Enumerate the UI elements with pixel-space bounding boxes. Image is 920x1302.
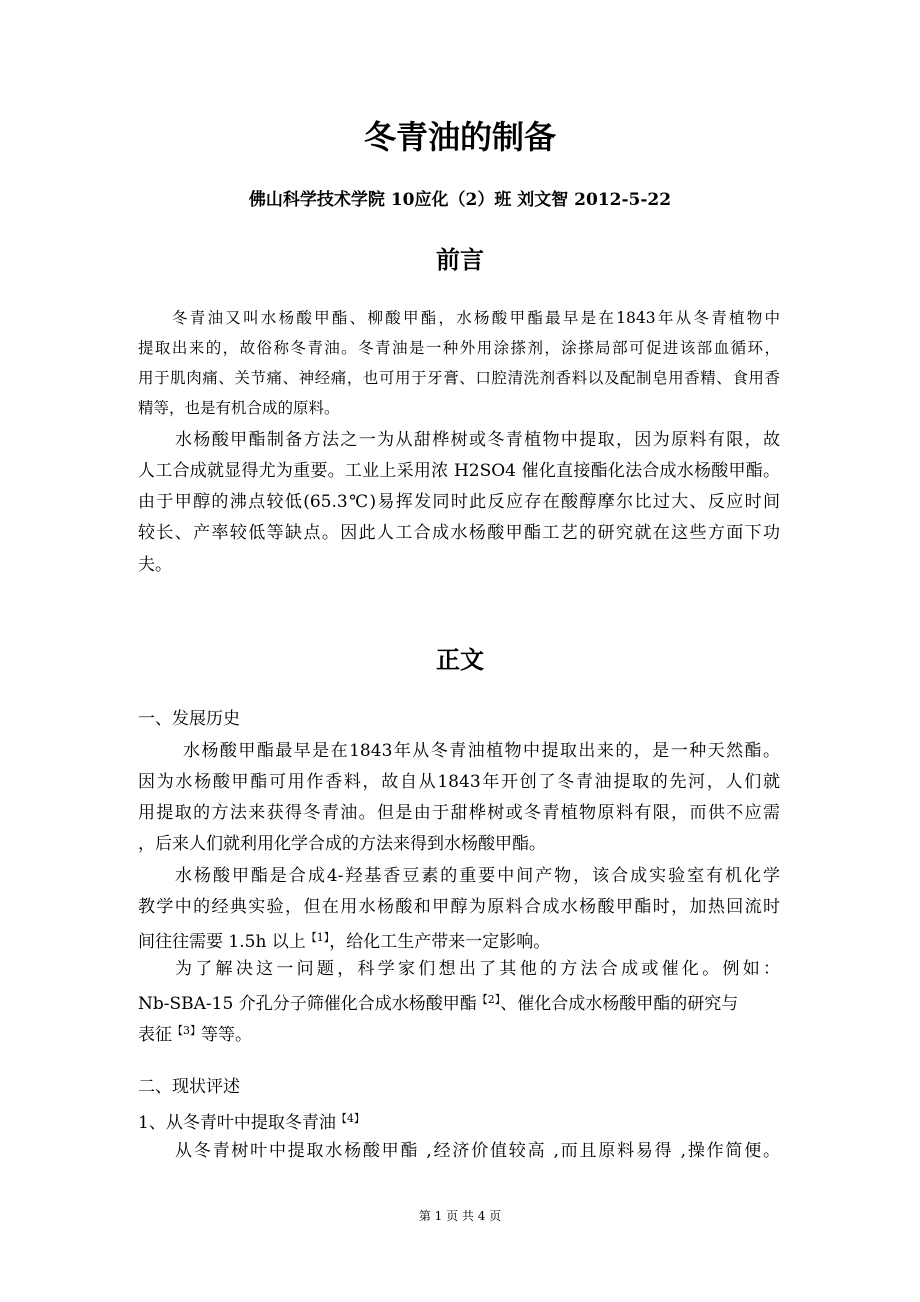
paragraph-line bbox=[138, 1020, 780, 1046]
paragraph-line: 由于甲醇的沸点较低(65.3℃)易挥发同时此反应存在酸醇摩尔比过大、反应时间 bbox=[138, 492, 780, 512]
paragraph-line: 人工合成就显得尤为重要。工业上采用浓 H2SO4 催化直接酯化法合成水杨酸甲酯。 bbox=[138, 461, 780, 481]
paragraph-line: 用提取的方法来获得冬青油。但是由于甜桦树或冬青植物原料有限，而供不应需 bbox=[138, 803, 780, 823]
text: 1、从冬青叶中提取冬青油 bbox=[138, 1113, 336, 1133]
citation-3: 【3】 bbox=[172, 1024, 201, 1037]
page-footer: 第 1 页 共 4 页 bbox=[418, 1209, 502, 1223]
section-heading: 二、现状评述 bbox=[138, 1077, 240, 1097]
paragraph-line bbox=[138, 989, 780, 1015]
text: Nb-SBA-15 介孔分子筛催化合成水杨酸甲酯 bbox=[138, 994, 477, 1014]
paragraph-line: 水杨酸甲酯是合成4-羟基香豆素的重要中间产物，该合成实验室有机化学 bbox=[175, 866, 780, 886]
paragraph-line: 提取出来的，故俗称冬青油。冬青油是一种外用涂搽剂，涂搽局部可促进该部血循环， bbox=[138, 339, 780, 357]
text: 等等。 bbox=[201, 1025, 252, 1045]
subsection-heading bbox=[138, 1108, 780, 1134]
section-heading: 一、发展历史 bbox=[138, 709, 240, 729]
paragraph-line: 用于肌肉痛、关节痛、神经痛，也可用于牙膏、口腔清洗剂香料以及配制皂用香精、食用香 bbox=[138, 369, 780, 387]
author-byline: 佛山科学技术学院 10应化（2）班 刘文智 2012-5-22 bbox=[248, 190, 672, 210]
document-title: 冬青油的制备 bbox=[363, 118, 556, 156]
citation-4: 【4】 bbox=[335, 1112, 365, 1125]
text: 表征 bbox=[138, 1025, 172, 1045]
paragraph-line: 因为水杨酸甲酯可用作香料，故自从1843年开创了冬青油提取的先河，人们就 bbox=[138, 772, 780, 792]
paragraph-line: 为了解决这一问题，科学家们想出了其他的方法合成或催化。例如： bbox=[175, 959, 780, 979]
text: ，给化工生产带来一定影响。 bbox=[329, 932, 551, 952]
paragraph-line: 水杨酸甲酯最早是在1843年从冬青油植物中提取出来的，是一种天然酯。 bbox=[183, 741, 780, 761]
paragraph-line: 夫。 bbox=[138, 555, 172, 575]
text: 间往往需要 1.5h 以上 bbox=[138, 932, 306, 952]
paragraph-line: 冬青油又叫水杨酸甲酯、柳酸甲酯，水杨酸甲酯最早是在1843年从冬青植物中 bbox=[172, 309, 780, 327]
citation-1: 【1】 bbox=[305, 931, 330, 944]
paragraph-line: ，后来人们就利用化学合成的方法来得到水杨酸甲酯。 bbox=[138, 834, 546, 854]
paragraph-line: 教学中的经典实验，但在用水杨酸和甲醇为原料合成水杨酸甲酯时，加热回流时 bbox=[138, 897, 780, 917]
paragraph-line: 较长、产率较低等缺点。因此人工合成水杨酸甲酯工艺的研究就在这些方面下功 bbox=[138, 523, 780, 543]
paragraph-line: 从冬青树叶中提取水杨酸甲酯 ,经济价值较高 ,而且原料易得 ,操作简便。 bbox=[175, 1141, 780, 1161]
paragraph-line bbox=[138, 927, 780, 953]
citation-2: 【2】 bbox=[476, 993, 501, 1006]
preface-heading: 前言 bbox=[436, 245, 484, 274]
paragraph-line: 水杨酸甲酯制备方法之一为从甜桦树或冬青植物中提取，因为原料有限，故 bbox=[175, 430, 780, 450]
body-heading: 正文 bbox=[436, 645, 484, 674]
text: 、催化合成水杨酸甲酯的研究与 bbox=[500, 994, 739, 1014]
paragraph-line: 精等，也是有机合成的原料。 bbox=[138, 399, 340, 417]
